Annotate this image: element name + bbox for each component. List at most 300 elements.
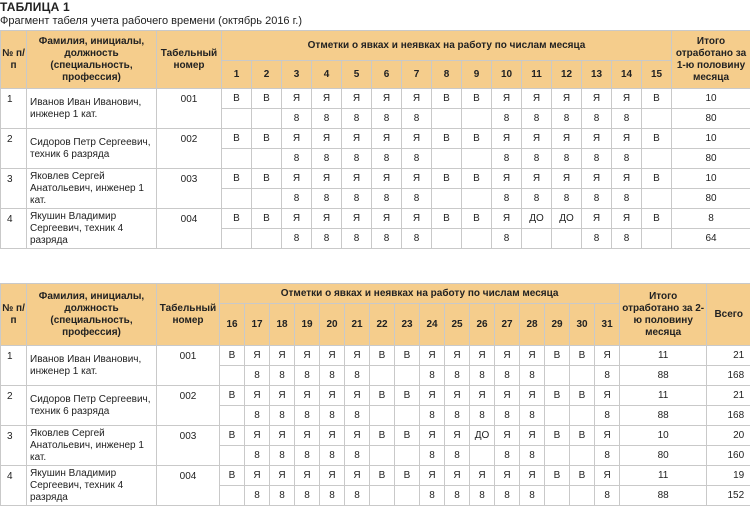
hours-worked: 8	[522, 109, 552, 129]
attendance-mark: Я	[552, 169, 582, 189]
hours-worked: 8	[420, 486, 445, 506]
attendance-mark: Я	[345, 346, 370, 366]
hours-worked: 8	[495, 486, 520, 506]
hours-worked: 8	[270, 486, 295, 506]
tab-number: 002	[157, 386, 220, 426]
attendance-mark: Я	[372, 209, 402, 229]
day-header: 5	[342, 61, 372, 89]
row-number: 4	[1, 209, 27, 249]
hours-worked: 8	[312, 109, 342, 129]
day-header: 25	[445, 304, 470, 346]
attendance-mark: Я	[372, 89, 402, 109]
attendance-mark: Я	[282, 129, 312, 149]
hours-worked: 8	[445, 366, 470, 386]
attendance-mark: Я	[552, 129, 582, 149]
timesheet-table-first-half	[0, 30, 750, 249]
attendance-mark: Я	[492, 169, 522, 189]
attendance-mark: В	[220, 426, 245, 446]
attendance-mark: В	[642, 169, 672, 189]
attendance-mark: Я	[552, 89, 582, 109]
hours-worked: 8	[520, 366, 545, 386]
attendance-mark: В	[462, 169, 492, 189]
hours-worked: 8	[372, 109, 402, 129]
hours-worked	[462, 189, 492, 209]
attendance-mark: Я	[245, 346, 270, 366]
hours-worked	[252, 149, 282, 169]
total-days: 10	[620, 426, 707, 446]
row-number: 2	[1, 129, 27, 169]
hours-worked: 8	[520, 446, 545, 466]
attendance-mark: В	[252, 129, 282, 149]
hours-worked	[545, 486, 570, 506]
attendance-mark: В	[252, 169, 282, 189]
hours-worked: 8	[282, 189, 312, 209]
attendance-mark: ДО	[470, 426, 495, 446]
attendance-mark: В	[432, 169, 462, 189]
attendance-mark: В	[432, 129, 462, 149]
day-header: 14	[612, 61, 642, 89]
table-row	[1, 169, 750, 189]
attendance-mark: Я	[612, 209, 642, 229]
attendance-mark: Я	[342, 129, 372, 149]
hours-worked: 8	[345, 446, 370, 466]
total-hours: 80	[620, 446, 707, 466]
all-days: 20	[707, 426, 750, 446]
hours-worked: 8	[372, 229, 402, 249]
day-header: 17	[245, 304, 270, 346]
attendance-mark: В	[545, 426, 570, 446]
attendance-mark: Я	[495, 466, 520, 486]
day-header: 10	[492, 61, 522, 89]
day-header: 12	[552, 61, 582, 89]
attendance-mark: В	[220, 466, 245, 486]
attendance-mark: Я	[295, 426, 320, 446]
row-number: 1	[1, 89, 27, 129]
attendance-mark: Я	[445, 426, 470, 446]
attendance-mark: В	[252, 89, 282, 109]
hours-worked: 8	[470, 366, 495, 386]
employee-name: Иванов Иван Иванович, инженер 1 кат.	[27, 89, 157, 129]
total-days: 11	[620, 386, 707, 406]
total-hours: 88	[620, 486, 707, 506]
attendance-mark: Я	[342, 169, 372, 189]
attendance-mark: Я	[282, 209, 312, 229]
day-header: 21	[345, 304, 370, 346]
employee-name: Сидоров Петр Сергеевич, техник 6 разряда	[27, 386, 157, 426]
total-days: 10	[672, 169, 750, 189]
attendance-mark: Я	[522, 89, 552, 109]
hours-worked: 8	[552, 189, 582, 209]
row-number: 2	[1, 386, 27, 426]
table-row	[1, 129, 750, 149]
hours-worked: 8	[312, 149, 342, 169]
all-days: 21	[707, 386, 750, 406]
hours-worked: 8	[495, 366, 520, 386]
attendance-mark: В	[220, 346, 245, 366]
attendance-mark: Я	[270, 386, 295, 406]
hours-worked: 8	[445, 406, 470, 426]
attendance-mark: Я	[582, 169, 612, 189]
day-header: 31	[595, 304, 620, 346]
attendance-mark: Я	[270, 346, 295, 366]
attendance-mark: Я	[312, 169, 342, 189]
hours-worked: 8	[245, 446, 270, 466]
hours-worked: 8	[282, 109, 312, 129]
hours-worked: 8	[552, 149, 582, 169]
hours-worked	[642, 149, 672, 169]
hours-worked: 8	[320, 366, 345, 386]
hours-worked: 8	[295, 406, 320, 426]
table-row	[1, 426, 750, 446]
row-number: 1	[1, 346, 27, 386]
attendance-mark: В	[432, 89, 462, 109]
day-header: 13	[582, 61, 612, 89]
attendance-mark: В	[462, 89, 492, 109]
hours-worked	[552, 229, 582, 249]
hours-worked: 8	[320, 486, 345, 506]
total-hours: 80	[672, 189, 750, 209]
row-number: 4	[1, 466, 27, 506]
hours-worked: 8	[372, 149, 402, 169]
hours-worked: 8	[320, 446, 345, 466]
hours-worked: 8	[420, 406, 445, 426]
hours-worked: 8	[492, 109, 522, 129]
attendance-mark: Я	[445, 346, 470, 366]
day-header: 30	[570, 304, 595, 346]
attendance-mark: Я	[402, 169, 432, 189]
hours-worked	[545, 406, 570, 426]
attendance-mark: Я	[245, 386, 270, 406]
attendance-mark: Я	[612, 129, 642, 149]
attendance-mark: Я	[492, 89, 522, 109]
day-header: 18	[270, 304, 295, 346]
total-hours: 88	[620, 406, 707, 426]
hours-worked	[432, 229, 462, 249]
attendance-mark: Я	[612, 169, 642, 189]
attendance-mark: В	[222, 129, 252, 149]
hours-worked: 8	[342, 189, 372, 209]
attendance-mark: Я	[470, 386, 495, 406]
attendance-mark: В	[642, 209, 672, 229]
hours-worked: 8	[492, 189, 522, 209]
total-days: 10	[672, 89, 750, 109]
attendance-mark: Я	[345, 386, 370, 406]
attendance-mark: В	[395, 346, 420, 366]
attendance-mark: Я	[470, 466, 495, 486]
attendance-mark: В	[370, 466, 395, 486]
attendance-mark: Я	[420, 466, 445, 486]
attendance-mark: Я	[270, 426, 295, 446]
hours-worked	[222, 109, 252, 129]
hours-worked: 8	[520, 486, 545, 506]
hours-worked	[220, 366, 245, 386]
total-hours: 80	[672, 149, 750, 169]
attendance-mark: В	[545, 346, 570, 366]
hours-worked: 8	[312, 189, 342, 209]
attendance-mark: Я	[595, 426, 620, 446]
attendance-mark: Я	[520, 466, 545, 486]
hours-worked	[570, 486, 595, 506]
attendance-mark: Я	[320, 466, 345, 486]
attendance-mark: Я	[520, 386, 545, 406]
hours-worked: 8	[282, 149, 312, 169]
attendance-mark: Я	[320, 346, 345, 366]
hours-worked	[222, 149, 252, 169]
hours-worked	[462, 149, 492, 169]
attendance-mark: Я	[372, 129, 402, 149]
table-row	[1, 466, 750, 486]
attendance-mark: В	[570, 386, 595, 406]
day-header: 1	[222, 61, 252, 89]
day-header: 4	[312, 61, 342, 89]
all-hours: 168	[707, 406, 750, 426]
day-header: 23	[395, 304, 420, 346]
attendance-mark: Я	[312, 89, 342, 109]
hours-worked	[395, 406, 420, 426]
hours-worked	[220, 406, 245, 426]
header-total: Итого отработано за 2-ю половину месяца	[620, 284, 707, 346]
attendance-mark: Я	[495, 386, 520, 406]
attendance-mark: В	[222, 209, 252, 229]
attendance-mark: Я	[612, 89, 642, 109]
total-days: 8	[672, 209, 750, 229]
header-name: Фамилия, инициалы, должность (специальность, профессия)	[27, 31, 157, 89]
attendance-mark: Я	[320, 386, 345, 406]
attendance-mark: В	[395, 386, 420, 406]
hours-worked: 8	[595, 486, 620, 506]
hours-worked	[222, 189, 252, 209]
hours-worked	[642, 189, 672, 209]
header-name: Фамилия, инициалы, должность (специальность, профессия)	[27, 284, 157, 346]
day-header: 3	[282, 61, 312, 89]
attendance-mark: В	[570, 346, 595, 366]
attendance-mark: Я	[420, 346, 445, 366]
hours-worked: 8	[270, 406, 295, 426]
hours-worked: 8	[345, 406, 370, 426]
employee-name: Иванов Иван Иванович, инженер 1 кат.	[27, 346, 157, 386]
day-header: 6	[372, 61, 402, 89]
header-marks: Отметки о явках и неявках на работу по числам месяца	[222, 31, 672, 61]
attendance-mark: В	[370, 386, 395, 406]
day-header: 28	[520, 304, 545, 346]
hours-worked	[220, 446, 245, 466]
hours-worked: 8	[295, 446, 320, 466]
day-header: 9	[462, 61, 492, 89]
all-hours: 152	[707, 486, 750, 506]
attendance-mark: В	[462, 209, 492, 229]
attendance-mark: Я	[402, 209, 432, 229]
hours-worked: 8	[522, 189, 552, 209]
attendance-mark: Я	[372, 169, 402, 189]
hours-worked: 8	[420, 366, 445, 386]
attendance-mark: Я	[312, 129, 342, 149]
hours-worked: 8	[495, 446, 520, 466]
all-days: 21	[707, 346, 750, 366]
hours-worked: 8	[342, 109, 372, 129]
hours-worked: 8	[245, 366, 270, 386]
hours-worked: 8	[320, 406, 345, 426]
hours-worked	[370, 446, 395, 466]
attendance-mark: В	[370, 346, 395, 366]
day-header: 27	[495, 304, 520, 346]
hours-worked: 8	[402, 229, 432, 249]
total-hours: 80	[672, 109, 750, 129]
attendance-mark: Я	[312, 209, 342, 229]
attendance-mark: Я	[470, 346, 495, 366]
attendance-mark: Я	[595, 346, 620, 366]
hours-worked	[462, 109, 492, 129]
hours-worked: 8	[342, 229, 372, 249]
attendance-mark: Я	[520, 346, 545, 366]
all-hours: 160	[707, 446, 750, 466]
hours-worked	[252, 229, 282, 249]
hours-worked: 8	[372, 189, 402, 209]
hours-worked	[432, 149, 462, 169]
header-all: Всего	[707, 284, 750, 346]
attendance-mark: ДО	[522, 209, 552, 229]
hours-worked: 8	[595, 446, 620, 466]
hours-worked	[370, 406, 395, 426]
attendance-mark: Я	[245, 426, 270, 446]
attendance-mark: Я	[495, 426, 520, 446]
attendance-mark: Я	[495, 346, 520, 366]
attendance-mark: В	[642, 129, 672, 149]
attendance-mark: Я	[270, 466, 295, 486]
employee-name: Якушин Владимир Сергеевич, техник 4 разряда	[27, 209, 157, 249]
header-tab-number: Табельный номер	[157, 31, 222, 89]
day-header: 19	[295, 304, 320, 346]
attendance-mark: Я	[282, 89, 312, 109]
attendance-mark: В	[220, 386, 245, 406]
employee-name: Яковлев Сергей Анатольевич, инженер 1 кат.	[27, 426, 157, 466]
day-header: 20	[320, 304, 345, 346]
employee-name: Якушин Владимир Сергеевич, техник 4 разряда	[27, 466, 157, 506]
attendance-mark: Я	[582, 129, 612, 149]
row-number: 3	[1, 426, 27, 466]
hours-worked	[252, 189, 282, 209]
total-days: 11	[620, 346, 707, 366]
total-days: 10	[672, 129, 750, 149]
hours-worked	[370, 366, 395, 386]
hours-worked	[570, 366, 595, 386]
hours-worked	[395, 486, 420, 506]
tab-number: 001	[157, 346, 220, 386]
tab-number: 003	[157, 426, 220, 466]
hours-worked: 8	[342, 149, 372, 169]
attendance-mark: Я	[595, 386, 620, 406]
hours-worked	[222, 229, 252, 249]
header-marks: Отметки о явках и неявках на работу по числам месяца	[220, 284, 620, 304]
hours-worked	[252, 109, 282, 129]
hours-worked: 8	[402, 189, 432, 209]
total-hours: 88	[620, 366, 707, 386]
attendance-mark: В	[545, 466, 570, 486]
header-num: № п/п	[1, 284, 27, 346]
attendance-mark: В	[222, 169, 252, 189]
hours-worked	[642, 229, 672, 249]
attendance-mark: Я	[342, 209, 372, 229]
day-header: 8	[432, 61, 462, 89]
hours-worked: 8	[470, 406, 495, 426]
hours-worked: 8	[582, 109, 612, 129]
tab-number: 004	[157, 466, 220, 506]
hours-worked: 8	[402, 149, 432, 169]
hours-worked	[370, 486, 395, 506]
hours-worked: 8	[445, 486, 470, 506]
attendance-mark: Я	[345, 466, 370, 486]
hours-worked: 8	[445, 446, 470, 466]
day-header: 15	[642, 61, 672, 89]
attendance-mark: Я	[582, 209, 612, 229]
tab-number: 001	[157, 89, 222, 129]
table-row	[1, 386, 750, 406]
day-header: 7	[402, 61, 432, 89]
hours-worked	[570, 446, 595, 466]
attendance-mark: В	[432, 209, 462, 229]
hours-worked: 8	[245, 406, 270, 426]
day-header: 11	[522, 61, 552, 89]
hours-worked	[470, 446, 495, 466]
attendance-mark: Я	[492, 129, 522, 149]
day-header: 22	[370, 304, 395, 346]
header-num: № п/п	[1, 31, 27, 89]
attendance-mark: В	[570, 466, 595, 486]
hours-worked: 8	[612, 149, 642, 169]
hours-worked: 8	[270, 366, 295, 386]
hours-worked: 8	[345, 486, 370, 506]
employee-name: Яковлев Сергей Анатольевич, инженер 1 кат.	[27, 169, 157, 209]
hours-worked: 8	[582, 229, 612, 249]
hours-worked	[545, 446, 570, 466]
tab-number: 003	[157, 169, 222, 209]
attendance-mark: В	[370, 426, 395, 446]
attendance-mark: Я	[420, 426, 445, 446]
employee-name: Сидоров Петр Сергеевич, техник 6 разряда	[27, 129, 157, 169]
attendance-mark: Я	[402, 89, 432, 109]
attendance-mark: В	[462, 129, 492, 149]
attendance-mark: Я	[320, 426, 345, 446]
hours-worked	[395, 366, 420, 386]
attendance-mark: Я	[445, 386, 470, 406]
day-header: 26	[470, 304, 495, 346]
day-header: 16	[220, 304, 245, 346]
hours-worked: 8	[312, 229, 342, 249]
table-row	[1, 209, 750, 229]
attendance-mark: Я	[420, 386, 445, 406]
hours-worked: 8	[595, 366, 620, 386]
attendance-mark: В	[395, 466, 420, 486]
hours-worked: 8	[495, 406, 520, 426]
attendance-mark: Я	[582, 89, 612, 109]
attendance-mark: Я	[345, 426, 370, 446]
hours-worked: 8	[295, 366, 320, 386]
attendance-mark: Я	[282, 169, 312, 189]
attendance-mark: В	[395, 426, 420, 446]
hours-worked: 8	[522, 149, 552, 169]
timesheet-table-second-half	[0, 283, 750, 506]
all-days: 19	[707, 466, 750, 486]
tab-number: 002	[157, 129, 222, 169]
hours-worked	[395, 446, 420, 466]
hours-worked: 8	[552, 109, 582, 129]
hours-worked: 8	[582, 149, 612, 169]
day-header: 2	[252, 61, 282, 89]
hours-worked	[462, 229, 492, 249]
row-number: 3	[1, 169, 27, 209]
hours-worked: 8	[295, 486, 320, 506]
attendance-mark: В	[222, 89, 252, 109]
attendance-mark: Я	[295, 466, 320, 486]
